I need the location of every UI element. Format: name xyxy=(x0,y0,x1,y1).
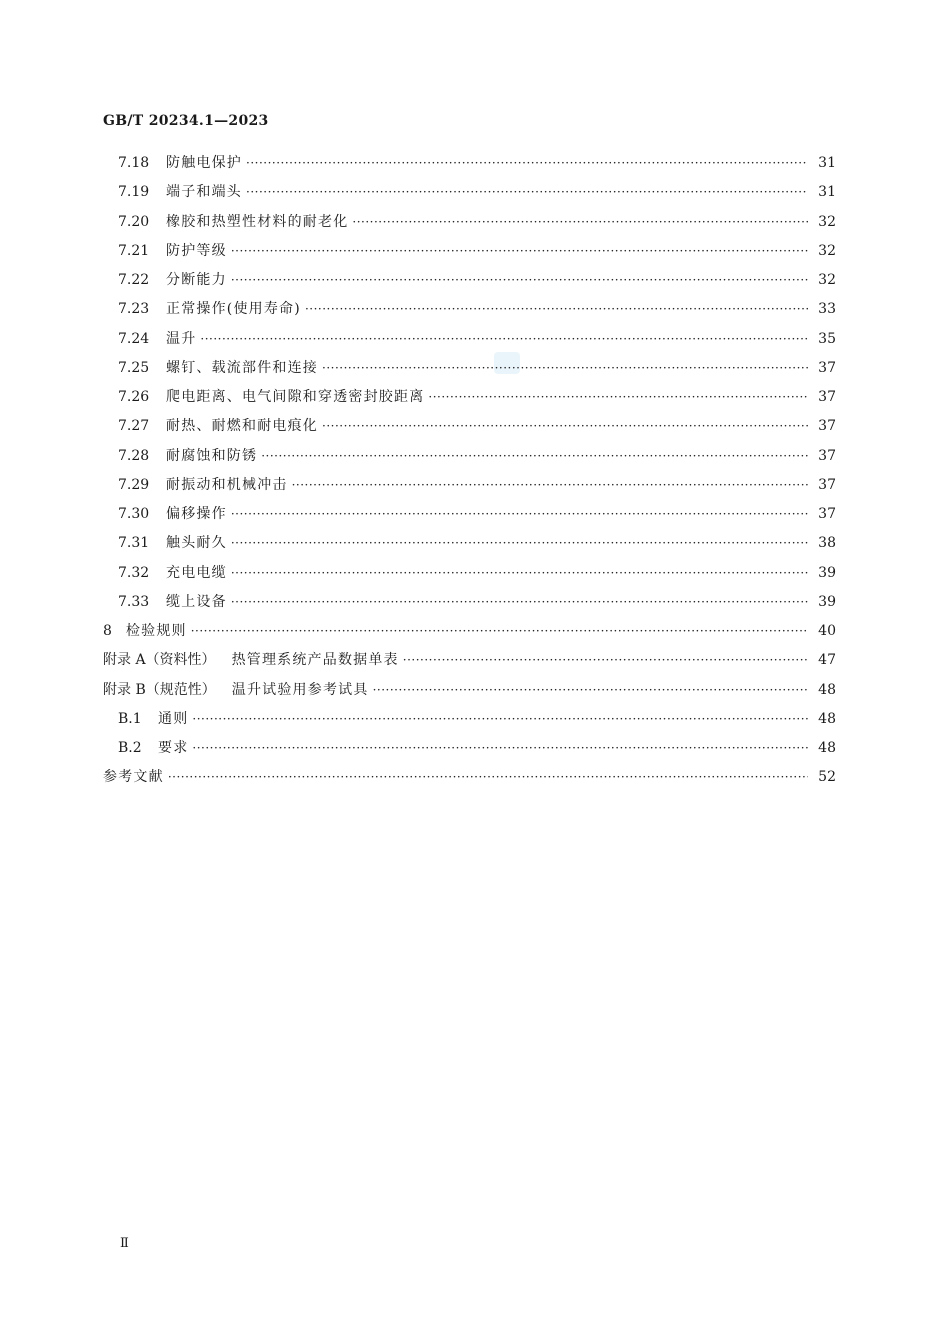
toc-leader-dots xyxy=(373,680,808,700)
toc-entry-number: 7.32 xyxy=(118,565,150,581)
toc-leader-dots xyxy=(322,358,808,378)
toc-entry[interactable] xyxy=(118,270,836,290)
toc-entry-title: 分断能力 xyxy=(166,272,227,288)
toc-entry-page: 31 xyxy=(818,155,836,171)
toc-entry-page: 32 xyxy=(818,272,836,288)
toc-entry-number: 7.26 xyxy=(118,389,150,405)
toc-entry-page: 39 xyxy=(818,565,836,581)
toc-leader-dots xyxy=(352,212,808,232)
toc-entry-number: 8 xyxy=(103,623,112,639)
toc-entry-number: 7.29 xyxy=(118,477,150,493)
toc-entry[interactable] xyxy=(118,533,836,553)
toc-entry-title: 热管理系统产品数据单表 xyxy=(231,652,399,668)
toc-entry-title: 缆上设备 xyxy=(166,594,227,610)
toc-entry-page: 40 xyxy=(818,623,836,639)
toc-entry-title: 通则 xyxy=(158,711,189,727)
toc-entry-title: 触头耐久 xyxy=(166,535,227,551)
toc-entry-title: 偏移操作 xyxy=(166,506,227,522)
toc-entry-page: 39 xyxy=(818,594,836,610)
toc-entry-page: 35 xyxy=(818,331,836,347)
toc-entry-page: 37 xyxy=(818,389,836,405)
toc-leader-dots xyxy=(428,387,808,407)
toc-entry-page: 48 xyxy=(818,740,836,756)
toc-leader-dots xyxy=(231,592,808,612)
toc-entry[interactable] xyxy=(118,182,836,202)
toc-entry[interactable] xyxy=(118,738,836,758)
toc-entry-number: B.2 xyxy=(118,740,142,756)
toc-entry-title: 正常操作(使用寿命) xyxy=(166,301,301,317)
toc-entry[interactable] xyxy=(118,592,836,612)
toc-entry-page: 37 xyxy=(818,360,836,376)
toc-leader-dots xyxy=(246,182,808,202)
toc-leader-dots xyxy=(192,709,808,729)
toc-entry-title: 耐腐蚀和防锈 xyxy=(166,448,258,464)
toc-entry-title: 橡胶和热塑性材料的耐老化 xyxy=(166,214,349,230)
toc-entry-page: 33 xyxy=(818,301,836,317)
toc-entry-number: B.1 xyxy=(118,711,142,727)
toc-entry-number: 7.18 xyxy=(118,155,150,171)
toc-leader-dots xyxy=(305,299,808,319)
toc-entry[interactable] xyxy=(103,767,836,787)
toc-entry-page: 48 xyxy=(818,682,836,698)
toc-entry-title: 爬电距离、电气间隙和穿透密封胶距离 xyxy=(166,389,425,405)
toc-entry-page: 37 xyxy=(818,448,836,464)
toc-entry-number: 7.22 xyxy=(118,272,150,288)
toc-entry[interactable] xyxy=(118,709,836,729)
toc-entry-title: 参考文献 xyxy=(103,769,164,785)
toc-entry[interactable] xyxy=(118,563,836,583)
toc-entry-page: 38 xyxy=(818,535,836,551)
toc-entry-number: 7.28 xyxy=(118,448,150,464)
toc-entry[interactable] xyxy=(118,504,836,524)
toc-entry-page: 32 xyxy=(818,214,836,230)
toc-entry-number: 7.27 xyxy=(118,418,150,434)
toc-entry-page: 37 xyxy=(818,477,836,493)
toc-leader-dots xyxy=(231,241,808,261)
toc-entry-number: 7.24 xyxy=(118,331,150,347)
toc-entry[interactable] xyxy=(103,650,836,670)
toc-entry-number: 7.20 xyxy=(118,214,150,230)
toc-entry[interactable] xyxy=(103,621,836,641)
toc-entry[interactable] xyxy=(118,299,836,319)
toc-entry-number: 7.25 xyxy=(118,360,150,376)
toc-leader-dots xyxy=(403,650,808,670)
toc-leader-dots xyxy=(322,416,808,436)
toc-entry-page: 48 xyxy=(818,711,836,727)
toc-entry-page: 47 xyxy=(818,652,836,668)
toc-entry[interactable] xyxy=(118,416,836,436)
toc-entry-page: 52 xyxy=(818,769,836,785)
toc-entry-page: 32 xyxy=(818,243,836,259)
toc-entry-number: 附录 B（规范性） xyxy=(103,682,216,698)
toc-entry-title: 防护等级 xyxy=(166,243,227,259)
toc-entry-title: 端子和端头 xyxy=(166,184,242,200)
toc-entry-number: 7.23 xyxy=(118,301,150,317)
toc-leader-dots xyxy=(231,533,808,553)
toc-entry-number: 7.30 xyxy=(118,506,150,522)
toc-entry-title: 耐振动和机械冲击 xyxy=(166,477,288,493)
toc-entry[interactable] xyxy=(118,153,836,173)
toc-leader-dots xyxy=(261,446,808,466)
toc-entry-page: 31 xyxy=(818,184,836,200)
page-number-roman: Ⅱ xyxy=(120,1236,129,1251)
toc-leader-dots xyxy=(231,563,808,583)
toc-entry[interactable] xyxy=(118,329,836,349)
toc-leader-dots xyxy=(292,475,808,495)
toc-leader-dots xyxy=(200,329,808,349)
toc-leader-dots xyxy=(191,621,808,641)
toc-entry-title: 温升试验用参考试具 xyxy=(231,682,369,698)
toc-entry-number: 7.33 xyxy=(118,594,150,610)
toc-entry-page: 37 xyxy=(818,418,836,434)
toc-entry-title: 螺钉、载流部件和连接 xyxy=(166,360,318,376)
toc-leader-dots xyxy=(231,504,808,524)
toc-entry-title: 防触电保护 xyxy=(166,155,242,171)
toc-entry-title: 耐热、耐燃和耐电痕化 xyxy=(166,418,318,434)
toc-entry[interactable] xyxy=(103,680,836,700)
toc-leader-dots xyxy=(168,767,808,787)
toc-entry-number: 附录 A（资料性） xyxy=(103,652,216,668)
toc-entry-title: 要求 xyxy=(158,740,189,756)
toc-entry[interactable] xyxy=(118,387,836,407)
toc-leader-dots xyxy=(246,153,808,173)
toc-entry[interactable] xyxy=(118,241,836,261)
toc-entry-title: 充电电缆 xyxy=(166,565,227,581)
toc-entry-number: 7.19 xyxy=(118,184,150,200)
toc-entry-number: 7.21 xyxy=(118,243,150,259)
toc-entry[interactable] xyxy=(118,446,836,466)
toc-entry-title: 检验规则 xyxy=(125,623,187,639)
toc-entry[interactable] xyxy=(118,358,836,378)
toc-leader-dots xyxy=(231,270,808,290)
toc-entry[interactable] xyxy=(118,212,836,232)
toc-entry-title: 温升 xyxy=(166,331,197,347)
standard-code-header: GB/T 20234.1—2023 xyxy=(103,113,269,129)
toc-entry-number: 7.31 xyxy=(118,535,150,551)
toc-entry[interactable] xyxy=(118,475,836,495)
toc-entry-page: 37 xyxy=(818,506,836,522)
toc-leader-dots xyxy=(192,738,808,758)
